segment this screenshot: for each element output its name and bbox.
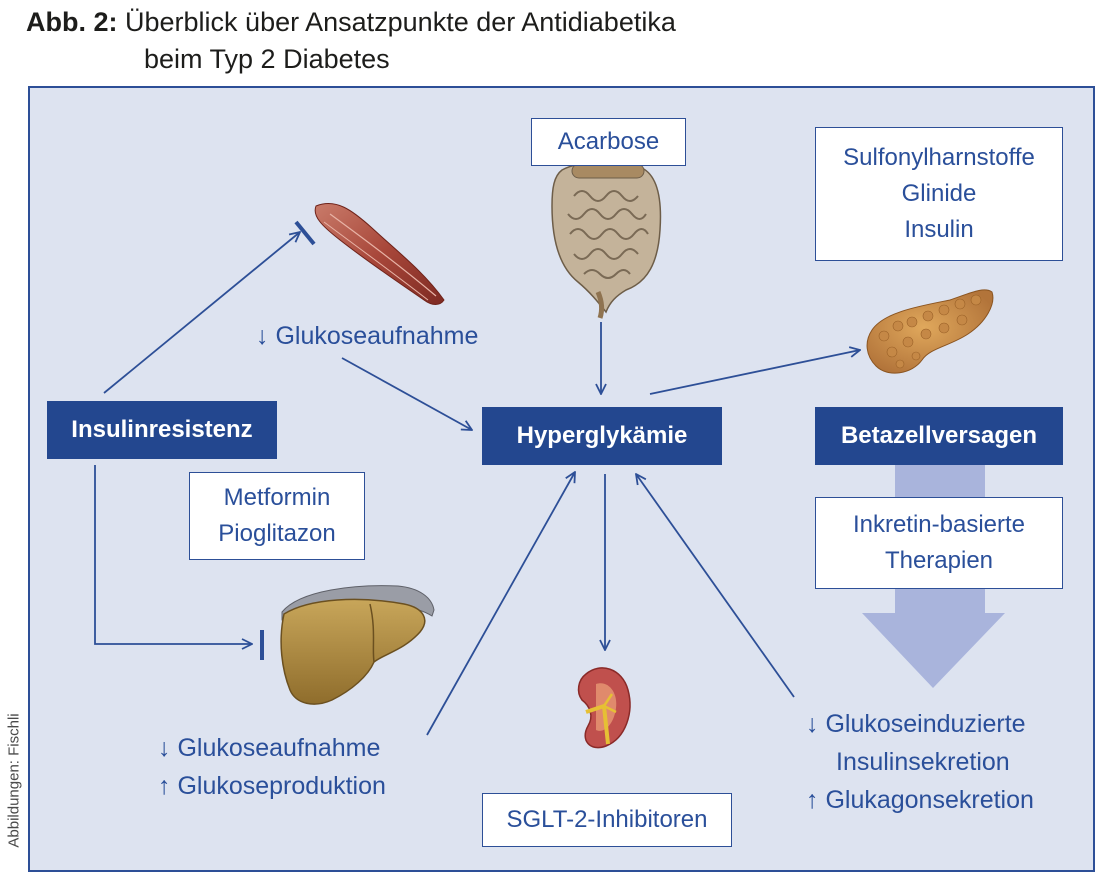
pancreas-insulinsekretion: Insulinsekretion [836,748,1010,776]
arrow-liver-to-hyperglycemia [427,472,575,735]
drug-glinide: Glinide [901,180,977,207]
kidney-icon [579,668,630,748]
arrow-muscle-to-hyperglycemia [342,358,472,430]
drug-insulin: Insulin [904,216,974,243]
node-insulinresistenz: Insulinresistenz [47,401,277,459]
drug-pioglitazon: Pioglitazon [218,520,336,547]
node-betazellversagen: Betazellversagen [815,407,1063,465]
liver-glukoseaufnahme: ↓ Glukoseaufnahme [158,734,381,762]
arrow-pancreas-to-hyperglycemia [636,474,794,697]
muscle-effect-label [256,317,478,355]
muscle-glukoseaufnahme: ↓ Glukoseaufnahme [256,322,479,350]
arrow-to-pancreas [650,350,860,394]
liver-effect-label [158,729,386,805]
drug-metformin-box [189,472,365,560]
pancreas-glukagonsekretion: ↑ Glukagonsekretion [806,786,1034,814]
image-credit: Abbildungen: Fischli [5,713,23,848]
intestine-icon [552,162,660,318]
liver-glukoseproduktion: ↑ Glukoseproduktion [158,772,386,800]
drug-acarbose-box [531,118,686,166]
muscle-icon [315,203,444,304]
drug-acarbose: Acarbose [557,128,660,155]
drug-inkretin-box [815,497,1063,589]
drug-inkretin-line-1: Inkretin-basierte [852,511,1026,538]
title-line-2: beim Typ 2 Diabetes [144,44,390,74]
drug-inkretin-line-2: Therapien [884,547,994,574]
drug-sglt2: SGLT-2-Inhibitoren [506,806,708,833]
pancreas-icon [867,290,993,373]
arrow-to-muscle [104,232,300,393]
title-text-1: Überblick über Ansatzpunkte der Antidiabetika [125,7,676,37]
drug-metformin: Metformin [223,484,331,511]
pancreas-glukoseinduzierte: ↓ Glukoseinduzierte [806,710,1026,738]
liver-icon [281,586,434,704]
node-hyperglykaemie: Hyperglykämie [482,407,722,465]
drug-sglt2-box [482,793,732,847]
drug-sulfonylharnstoffe: Sulfonylharnstoffe [843,144,1035,171]
figure-number: Abb. 2: [26,7,118,37]
drug-sulfonyl-box [815,127,1063,261]
pancreas-effect-label [806,705,1034,819]
